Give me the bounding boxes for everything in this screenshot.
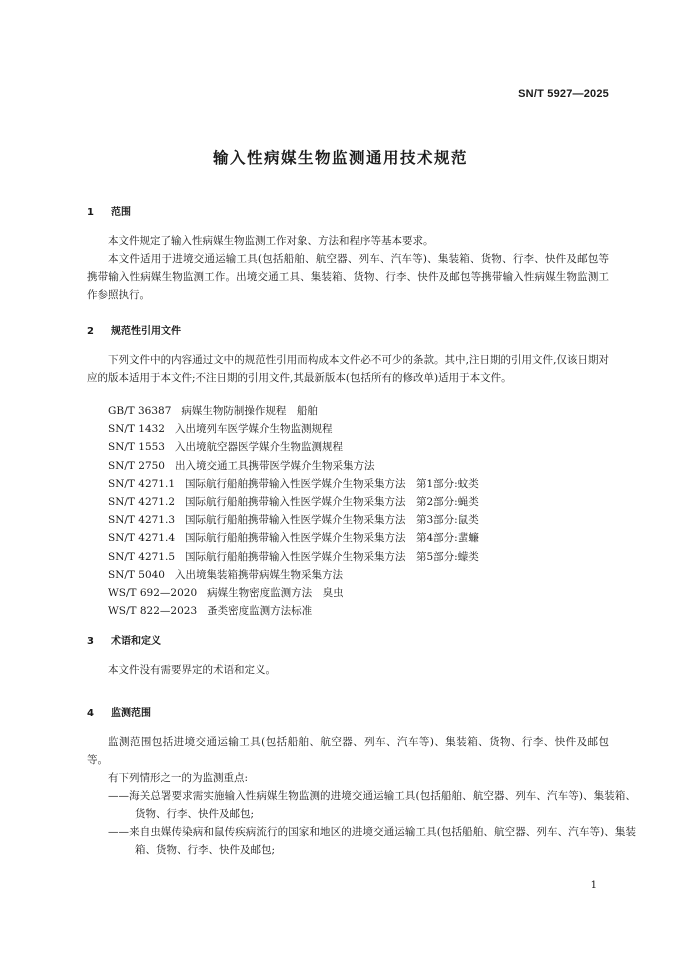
section-number: 1 <box>87 207 94 218</box>
reference-title: 国际航行船舶携带输入性医学媒介生物采集方法 第2部分:蝇类 <box>185 496 479 509</box>
reference-code: SN/T 1553 <box>108 441 165 454</box>
section-4-paragraph-2: 有下列情形之一的为监测重点: <box>108 772 249 784</box>
section-4-heading <box>87 704 151 719</box>
section-title: 范围 <box>111 207 131 218</box>
reference-item <box>108 529 479 547</box>
reference-code: SN/T 4271.3 <box>108 514 175 527</box>
reference-title: 出入境交通工具携带医学媒介生物采集方法 <box>174 459 375 472</box>
reference-code: SN/T 4271.2 <box>108 496 175 509</box>
section-1-heading <box>87 203 131 218</box>
reference-code: WS/T 692—2020 <box>108 587 198 600</box>
reference-item <box>108 548 479 566</box>
reference-title: 国际航行船舶携带输入性医学媒介生物采集方法 第1部分:蚊类 <box>185 477 479 490</box>
section-2-heading <box>87 322 181 337</box>
reference-title: 蚤类密度监测方法标准 <box>207 605 313 618</box>
standard-code: SN/T 5927—2025 <box>518 88 609 100</box>
reference-list <box>108 402 479 620</box>
reference-item <box>108 457 479 475</box>
reference-item <box>108 566 479 584</box>
monitoring-focus-item-2: ——来自虫媒传染病和鼠传疾病流行的国家和地区的进境交通运输工具(包括船舶、航空器、列车、汽车等)、集装箱、货物、行李、快件及邮包; <box>108 826 636 857</box>
reference-code: SN/T 4271.4 <box>108 532 175 545</box>
section-title: 术语和定义 <box>111 636 161 647</box>
section-title: 监测范围 <box>111 708 151 719</box>
reference-title: 国际航行船舶携带输入性医学媒介生物采集方法 第4部分:蜚蠊 <box>185 532 479 545</box>
reference-code: GB/T 36387 <box>108 405 172 417</box>
document-title: 输入性病媒生物监测通用技术规范 <box>212 149 468 167</box>
reference-item <box>108 584 479 602</box>
section-title: 规范性引用文件 <box>111 326 181 337</box>
reference-title: 入出境航空器医学媒介生物监测规程 <box>174 441 343 454</box>
reference-item <box>108 402 479 420</box>
reference-title: 入出境集装箱携带病媒生物采集方法 <box>174 568 343 581</box>
reference-item <box>108 438 479 456</box>
section-number: 2 <box>87 326 94 337</box>
page-number: 1 <box>590 880 597 891</box>
section-3-paragraph: 本文件没有需要界定的术语和定义。 <box>108 664 276 676</box>
reference-title: 病媒生物密度监测方法 臭虫 <box>207 587 344 600</box>
reference-code: SN/T 5040 <box>108 568 165 581</box>
section-number: 3 <box>87 636 94 647</box>
reference-item <box>108 493 479 511</box>
reference-code: SN/T 4271.5 <box>108 550 175 563</box>
section-4-paragraph-1: 监测范围包括进境交通运输工具(包括船舶、航空器、列车、汽车等)、集装箱、货物、行李、快件及邮包等。 <box>87 736 609 767</box>
section-number: 4 <box>87 708 94 719</box>
reference-item <box>108 420 479 438</box>
reference-code: SN/T 2750 <box>108 459 165 472</box>
reference-title: 入出境列车医学媒介生物监测规程 <box>174 423 333 436</box>
section-2-intro: 下列文件中的内容通过文中的规范性引用而构成本文件必不可少的条款。其中,注日期的引用文件,仅该日期对应的版本适用于本文件;不注日期的引用文件,其最新版本(包括所有的修改单)适用于本文件。 <box>87 354 609 385</box>
section-3-heading <box>87 632 161 647</box>
reference-item <box>108 602 479 620</box>
reference-title: 国际航行船舶携带输入性医学媒介生物采集方法 第5部分:蠓类 <box>185 550 479 563</box>
reference-item <box>108 475 479 493</box>
section-1-paragraph-1: 本文件规定了输入性病媒生物监测工作对象、方法和程序等基本要求。 <box>108 235 434 247</box>
reference-title: 病媒生物防制操作规程 船舶 <box>181 405 318 417</box>
reference-code: SN/T 1432 <box>108 423 165 436</box>
reference-code: WS/T 822—2023 <box>108 605 198 618</box>
section-1-paragraph-2: 本文件适用于进境交通运输工具(包括船舶、航空器、列车、汽车等)、集装箱、货物、行李、快件及邮包等携带输入性病媒生物监测工作。出境交通工具、集装箱、货物、行李、快件及邮包等携带输入性病媒生物监测工作参照执行。 <box>87 253 609 302</box>
reference-item <box>108 511 479 529</box>
reference-code: SN/T 4271.1 <box>108 477 175 490</box>
monitoring-focus-item-1: ——海关总署要求需实施输入性病媒生物监测的进境交通运输工具(包括船舶、航空器、列车、汽车等)、集装箱、货物、行李、快件及邮包; <box>108 790 636 821</box>
reference-title: 国际航行船舶携带输入性医学媒介生物采集方法 第3部分:鼠类 <box>185 514 479 527</box>
